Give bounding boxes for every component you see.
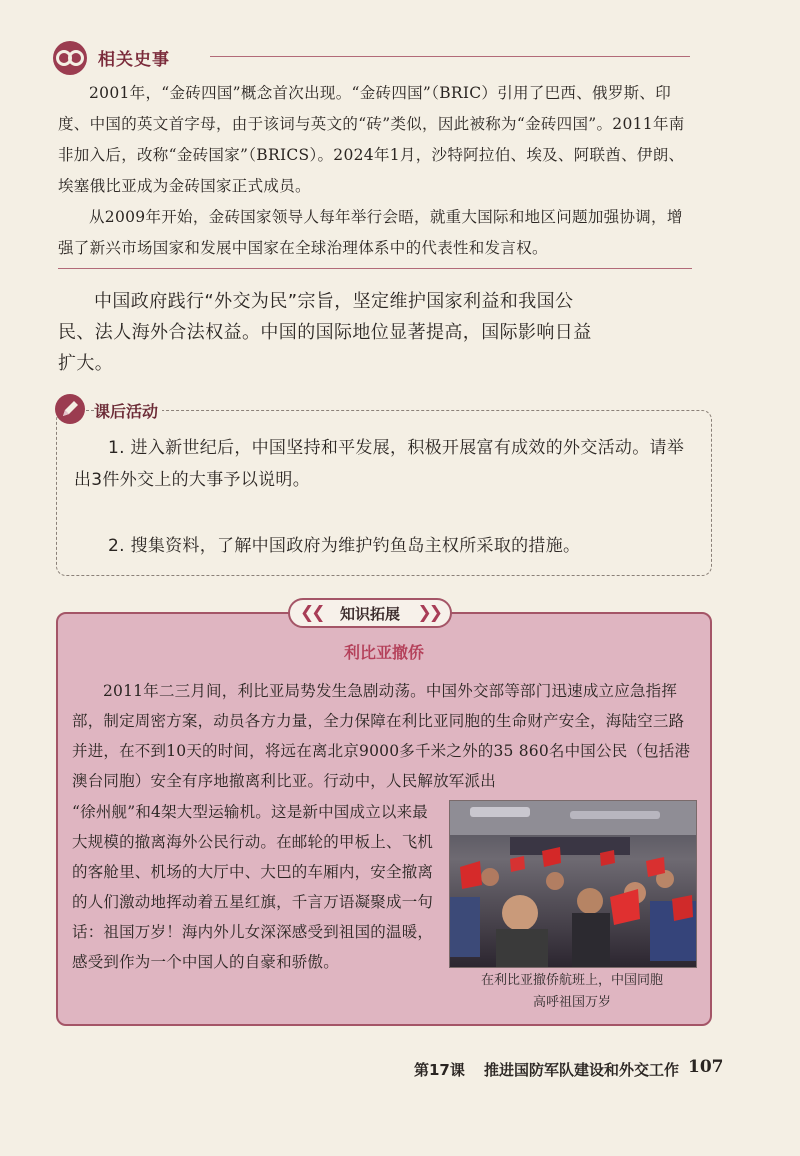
history-paragraph-1: 2001年，“金砖四国”概念首次出现。“金砖四国”（BRIC）引用了巴西、俄罗斯、印度、中国的英文首字母，由于该词与英文的“砖”类似，因此被称为“金砖四国”。2011年南非加入后，改称“金砖国家”（BRICS）。2024年1月，沙特阿拉伯、埃及、阿联酋、伊朗、埃塞俄比亚成为金砖国家正式成员。 bbox=[58, 84, 685, 195]
knowledge-subtitle: 利比亚撤侨 bbox=[343, 643, 424, 662]
history-title-rule bbox=[210, 56, 690, 57]
history-knot-icon bbox=[52, 40, 88, 76]
photo-illustration bbox=[450, 801, 696, 967]
activity-question-2: 2. 搜集资料，了解中国政府为维护钓鱼岛主权所采取的措施。 bbox=[108, 536, 581, 556]
knowledge-paragraph-1: 2011年二三月间，利比亚局势发生急剧动荡。中国外交部等部门迅速成立应急指挥部，制定周密方案，动员各方力量，全力保障在利比亚同胞的生命财产安全，海陆空三路并进，在不到10天的时间，将远在离北京9000多千米之外的35 860名中国公民（包括港澳台同胞）安全有序地撤离利比亚。行动中，人民解放军派出 bbox=[72, 682, 691, 790]
knowledge-tab bbox=[288, 598, 452, 628]
chevron-left-icon: ❮❮ bbox=[300, 603, 323, 623]
history-bottom-rule bbox=[58, 268, 692, 269]
chevron-right-icon: ❯❯ bbox=[417, 603, 440, 623]
evacuation-photo bbox=[449, 800, 697, 968]
pencil-icon bbox=[54, 393, 86, 425]
photo-caption-line-1: 在利比亚撤侨航班上，中国同胞 bbox=[480, 973, 663, 988]
history-title: 相关史事 bbox=[98, 50, 170, 70]
main-paragraph: 中国政府践行“外交为民”宗旨，坚定维护国家利益和我国公民、法人海外合法权益。中国的国际地位显著提高，国际影响日益扩大。 bbox=[58, 291, 592, 374]
activity-question-1: 1. 进入新世纪后，中国坚持和平发展，积极开展富有成效的外交活动。请举出3件外交上的大事予以说明。 bbox=[74, 438, 685, 490]
footer-lesson: 第17课 bbox=[414, 1061, 465, 1079]
knowledge-tab-label: 知识拓展 bbox=[339, 604, 400, 623]
history-paragraph-2: 从2009年开始，金砖国家领导人每年举行会晤，就重大国际和地区问题加强协调，增强了新兴市场国家和发展中国家在全球治理体系中的代表性和发言权。 bbox=[58, 208, 683, 257]
footer-title: 推进国防军队建设和外交工作 bbox=[484, 1061, 680, 1079]
photo-caption-line-2: 高呼祖国万岁 bbox=[532, 995, 611, 1010]
history-body bbox=[58, 78, 698, 264]
knowledge-paragraph-2: “徐州舰”和4架大型运输机。这是新中国成立以来最大规模的撤离海外公民行动。在邮轮的甲板上、飞机的客舱里、机场的大厅中、大巴的车厢内，安全撤离的人们激动地挥动着五星红旗，千言万语凝聚成一句话：祖国万岁！海内外儿女深深感受到祖国的温暖，感受到作为一个中国人的自豪和骄傲。 bbox=[72, 803, 434, 971]
page-number: 107 bbox=[688, 1057, 724, 1077]
activities-title: 课后活动 bbox=[94, 399, 162, 422]
photo-caption bbox=[449, 970, 695, 1014]
